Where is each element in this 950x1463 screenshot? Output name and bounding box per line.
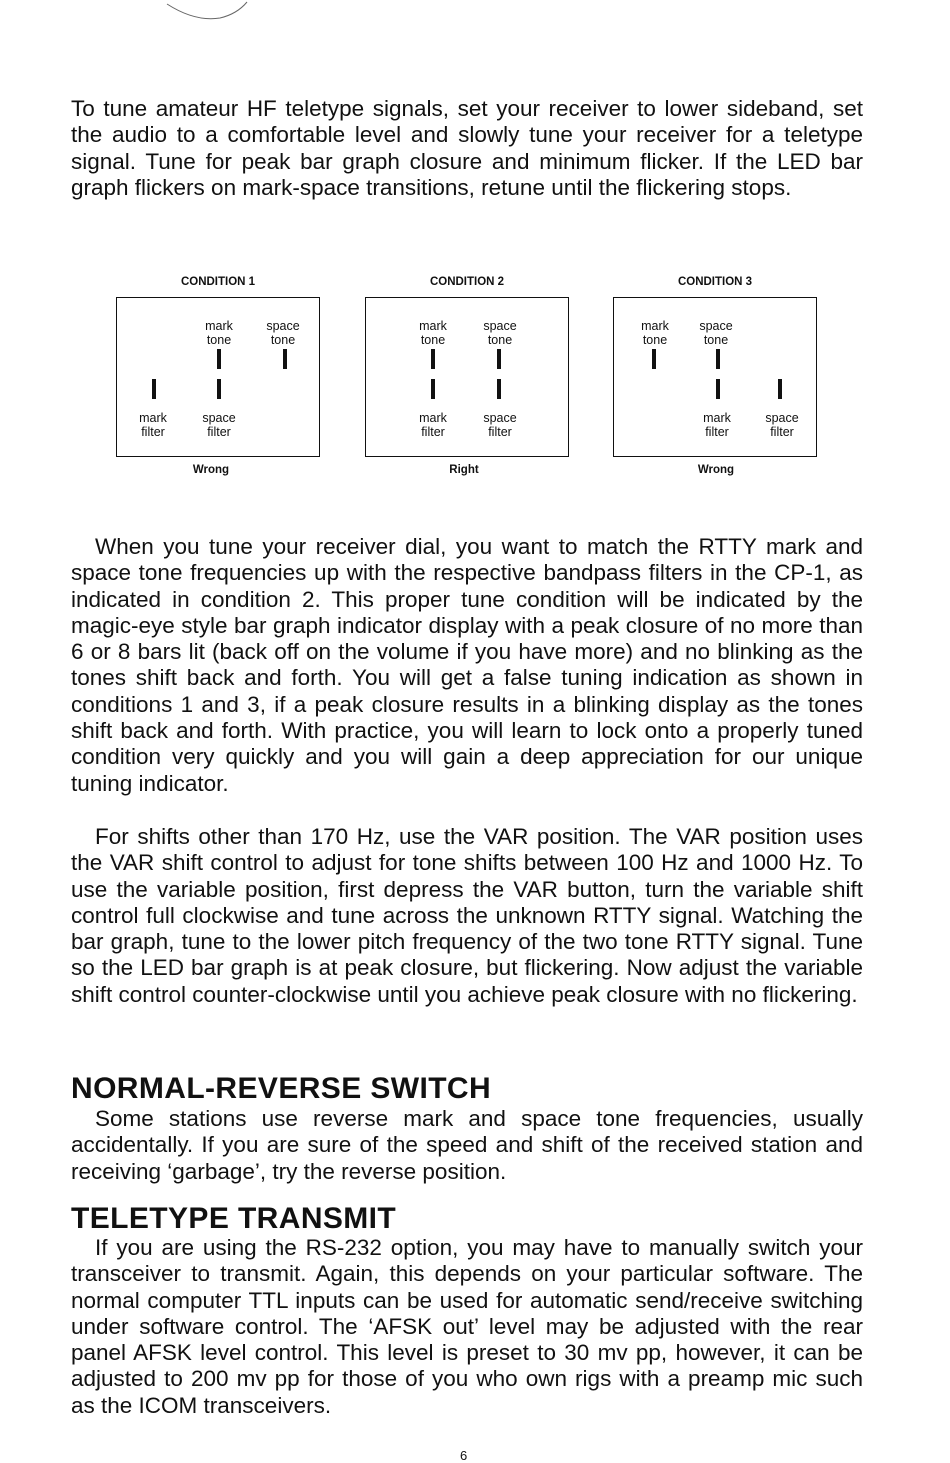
teletype-transmit-heading: TELETYPE TRANSMIT	[71, 1202, 397, 1235]
page-number: 6	[460, 1448, 468, 1463]
space-tone-bar	[497, 349, 501, 369]
mark-filter-bar	[152, 379, 156, 399]
mark-tone-label: mark tone	[205, 319, 233, 347]
space-tone-label: space tone	[266, 319, 300, 347]
space-filter-label: space filter	[483, 411, 517, 439]
mark-filter-label: mark filter	[703, 411, 731, 439]
intro-paragraph: To tune amateur HF teletype signals, set your receiver to lower sideband, set the audio to a comfortable level and slowly tune your receiver for a teletype signal. Tune for peak bar graph closure and minimum flicker. If the LED bar graph flickers on mark-space transitions, retune until the flickering stops.	[71, 96, 863, 200]
var-shift-paragraph: For shifts other than 170 Hz, use the VAR position. The VAR position uses the VAR shift control to adjust for tone shifts between 100 Hz and 1000 Hz. To use the variable position, first depress the VAR button, turn the variable shift control full clockwise and tune across the unknown RTTY signal. Watching the bar graph, tune to the lower pitch frequency of the two tone RTTY signal. Tune so the LED bar graph is at peak closure, but flickering. Now adjust the variable shift control counter-clockwise until you achieve peak closure with no flickering.	[71, 824, 863, 1007]
mark-filter-bar	[716, 379, 720, 399]
space-filter-bar	[217, 379, 221, 399]
normal-reverse-heading: NORMAL-REVERSE SWITCH	[71, 1072, 492, 1105]
condition-1-title: CONDITION 1	[180, 276, 256, 288]
condition-2-caption: Right	[449, 464, 479, 476]
mark-filter-label: mark filter	[419, 411, 447, 439]
space-tone-label: space tone	[483, 319, 517, 347]
mark-filter-bar	[431, 379, 435, 399]
tuning-paragraph: When you tune your receiver dial, you want to match the RTTY mark and space tone frequencies up with the respective bandpass filters in the CP-1, as indicated in condition 2. This proper tune condition will be indicated by the magic-eye style bar graph indicator display with a peak closure of no more than 6 or 8 bars lit (back off on the volume if you have more) and no blinking as the tones shift back and forth. You will get a false tuning indication as shown in conditions 1 and 3, if a peak closure results in a blinking display as the tones shift back and forth. With practice, you will learn to lock onto a properly tuned condition very quickly and you will gain a deep appreciation for our unique tuning indicator.	[71, 534, 863, 796]
teletype-transmit-paragraph: If you are using the RS-232 option, you may have to manually switch your transceiver to transmit. Again, this depends on your particular software. The normal computer TTL inputs can be used for automatic send/receive switching under software control. The ‘AFSK out’ level may be adjusted with the rear panel AFSK level control. This level is preset to 30 mv pp, however, it can be adjusted to 200 mv pp for those of you who own rigs with a preamp mic such as the ICOM transceivers.	[71, 1235, 863, 1418]
condition-2-box	[365, 297, 569, 457]
condition-2-title: CONDITION 2	[429, 276, 505, 288]
normal-reverse-paragraph: Some stations use reverse mark and space tone frequencies, usually accidentally. If you are sure of the speed and shift of the received station and receiving ‘garbage’, try the reverse position.	[71, 1106, 863, 1184]
space-filter-label: space filter	[202, 411, 236, 439]
space-filter-bar	[497, 379, 501, 399]
space-filter-bar	[778, 379, 782, 399]
space-tone-bar	[283, 349, 287, 369]
condition-3-caption: Wrong	[697, 464, 735, 476]
mark-tone-label: mark tone	[419, 319, 447, 347]
condition-3-title: CONDITION 3	[677, 276, 753, 288]
mark-tone-bar	[431, 349, 435, 369]
mark-filter-label: mark filter	[139, 411, 167, 439]
mark-tone-label: mark tone	[641, 319, 669, 347]
space-tone-bar	[716, 349, 720, 369]
mark-tone-bar	[217, 349, 221, 369]
space-filter-label: space filter	[765, 411, 799, 439]
scan-artifact-curve	[165, 0, 255, 22]
condition-1-caption: Wrong	[192, 464, 230, 476]
space-tone-label: space tone	[699, 319, 733, 347]
condition-1-box	[116, 297, 320, 457]
mark-tone-bar	[652, 349, 656, 369]
condition-3-box	[613, 297, 817, 457]
